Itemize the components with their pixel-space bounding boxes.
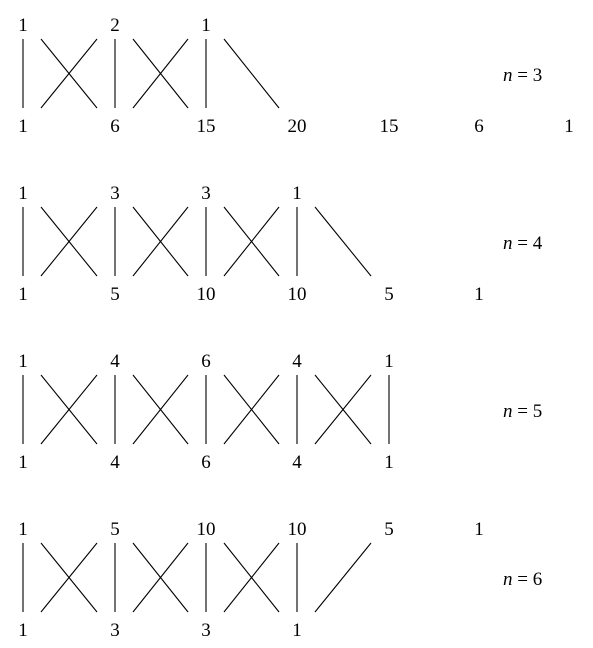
edge-line: [315, 207, 371, 276]
top-value: 1: [18, 519, 28, 540]
bottom-value: 1: [474, 284, 484, 305]
top-value: 1: [18, 183, 28, 204]
bottom-value: 1: [18, 116, 28, 137]
top-value: 1: [384, 351, 394, 372]
n-variable: n: [503, 233, 513, 254]
top-value: 10: [287, 519, 307, 540]
bottom-value: 5: [384, 284, 394, 305]
n-variable: n: [503, 65, 513, 86]
top-value: 1: [18, 15, 28, 36]
n-value: = 4: [512, 233, 543, 254]
bottom-value: 4: [110, 452, 120, 473]
bottom-value: 5: [110, 284, 120, 305]
bottom-value: 6: [201, 452, 211, 473]
n-variable: n: [503, 401, 513, 422]
n-variable: n: [503, 569, 513, 590]
top-value: 1: [292, 183, 302, 204]
bottom-value: 1: [384, 452, 394, 473]
bottom-value: 4: [292, 452, 302, 473]
top-value: 4: [292, 351, 302, 372]
block-n4: [18, 183, 542, 305]
n-label: [503, 233, 543, 254]
bottom-value: 1: [292, 620, 302, 641]
top-value: 2: [110, 15, 120, 36]
bottom-value: 6: [474, 116, 484, 137]
bottom-value: 15: [379, 116, 399, 137]
n-value: = 3: [512, 65, 543, 86]
top-value: 6: [201, 351, 211, 372]
top-value: 5: [384, 519, 394, 540]
edge-line: [224, 39, 279, 108]
top-value: 3: [110, 183, 120, 204]
top-value: 5: [110, 519, 120, 540]
block-n5: [18, 351, 542, 473]
bottom-value: 1: [18, 284, 28, 305]
bottom-value: 3: [201, 620, 211, 641]
block-n3: [18, 15, 574, 137]
block-n6: [18, 519, 542, 641]
bottom-value: 10: [287, 284, 307, 305]
bottom-value: 1: [564, 116, 574, 137]
top-value: 1: [474, 519, 484, 540]
bottom-value: 3: [110, 620, 120, 641]
bottom-value: 10: [196, 284, 216, 305]
edge-line: [315, 543, 371, 612]
top-value: 1: [201, 15, 211, 36]
n-label: [503, 569, 542, 590]
top-value: 1: [18, 351, 28, 372]
bottom-value: 20: [287, 116, 307, 137]
top-value: 4: [110, 351, 120, 372]
top-value: 3: [201, 183, 211, 204]
bottom-value: 1: [18, 452, 28, 473]
bottom-value: 1: [18, 620, 28, 641]
top-value: 10: [196, 519, 216, 540]
n-value: = 6: [512, 569, 543, 590]
n-label: [503, 65, 542, 86]
n-label: [503, 401, 542, 422]
n-value: = 5: [512, 401, 543, 422]
bottom-value: 15: [196, 116, 216, 137]
bottom-value: 6: [110, 116, 120, 137]
